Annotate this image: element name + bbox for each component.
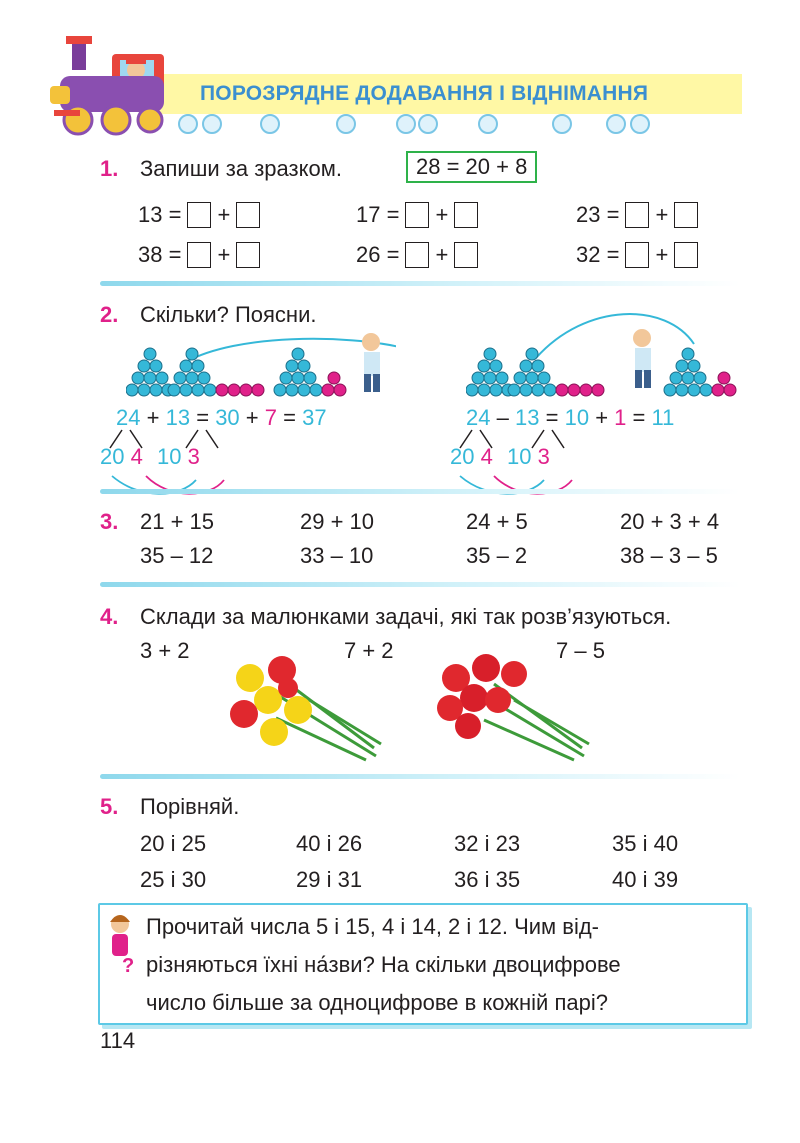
task-3-expr: 33 – 10 [300,543,374,568]
task-5-pair: 25 і 30 [140,867,207,892]
partial-result: 10 [564,405,590,430]
task-1-sample: 28 = 20 + 8 [406,151,537,183]
task-5-pair: 35 і 40 [612,831,679,856]
tip-text [146,908,726,1022]
operator: + [245,405,259,430]
task-1-item [356,242,478,268]
task-3-expr: 35 – 2 [466,543,528,568]
plus-sign: + [217,242,231,267]
divider [100,281,740,286]
task-3-expr: 20 + 3 + 4 [620,509,720,534]
wheels-decoration [176,112,656,136]
plus-sign: + [655,242,669,267]
part: 10 [506,444,532,469]
term: 13 [514,405,540,430]
task-1-expr: 32 = [576,242,620,267]
part: 20 [450,444,475,469]
task-1-instruction: Запиши за зразком. [140,156,342,181]
equals: = [545,405,559,430]
part: 3 [187,444,200,469]
task-3-expr: 38 – 3 – 5 [620,543,718,568]
answer-box[interactable] [625,202,649,228]
plus-sign: + [435,202,449,227]
equals: = [283,405,297,430]
answer-box[interactable] [236,242,260,268]
answer-box[interactable] [405,202,429,228]
page-title: ПОРОЗРЯДНЕ ДОДАВАННЯ І ВІДНІМАННЯ [200,82,649,105]
task-1-expr: 38 = [138,242,182,267]
task-3-expr: 24 + 5 [466,509,528,534]
task-1-item [138,242,260,268]
part: 4 [130,444,143,469]
partial-result: 1 [614,405,627,430]
girl-question-icon [104,912,140,976]
task-4-expr: 7 + 2 [344,638,394,663]
flowers-bouquet-yellow-red [226,648,386,764]
operator: + [595,405,609,430]
divider [100,582,740,587]
task-5-instruction: Порівняй. [140,794,240,819]
task-1-item [356,202,478,228]
task-3-expr: 29 + 10 [300,509,375,534]
answer-box[interactable] [625,242,649,268]
task-4-number: 4. [100,604,119,629]
flowers-bouquet-red [434,650,594,764]
answer-box[interactable] [454,202,478,228]
task-1-item [576,242,698,268]
task-3-number: 3. [100,509,119,534]
equals: = [632,405,646,430]
task-4-expr: 3 + 2 [140,638,190,663]
operator: – [496,405,509,430]
answer-box[interactable] [405,242,429,268]
task-4-instruction: Склади за малюнками задачі, які так розв’язуються. [140,604,672,629]
tip-line: Прочитай числа 5 і 15, 4 і 14, 2 і 12. Чим від- [146,914,600,939]
equals: = [196,405,210,430]
term: 24 [116,405,141,430]
answer-box[interactable] [187,202,211,228]
partial-result: 30 [215,405,240,430]
divider [100,489,740,494]
plus-sign: + [217,202,231,227]
counters-illustration-right [466,306,746,402]
task-5-pair: 40 і 26 [296,831,363,856]
task-1-expr: 26 = [356,242,400,267]
task-1-number: 1. [100,156,119,181]
task-1-expr: 17 = [356,202,400,227]
partial-result: 7 [264,405,278,430]
task-2-number: 2. [100,302,119,327]
decomposition-left [100,444,200,470]
task-4-expr: 7 – 5 [556,638,605,663]
task-5-pair: 32 і 23 [454,831,521,856]
answer-box[interactable] [674,202,698,228]
task-1-item [576,202,698,228]
part: 20 [100,444,125,469]
task-5-pair: 40 і 39 [612,867,679,892]
task-5-pair: 29 і 31 [296,867,363,892]
part: 4 [480,444,493,469]
answer-box[interactable] [187,242,211,268]
page-number: 114 [100,1028,136,1053]
operator: + [146,405,160,430]
task-5-pair: 20 і 25 [140,831,207,856]
part: 10 [156,444,182,469]
train-illustration [50,36,170,140]
result: 37 [302,405,327,430]
decomposition-right [450,444,550,470]
tip-line: різняються їхні на́зви? На скільки двоцифрове [146,952,621,977]
task-3-expr: 35 – 12 [140,543,214,568]
plus-sign: + [655,202,669,227]
answer-box[interactable] [236,202,260,228]
task-3-expr: 21 + 15 [140,509,215,534]
answer-box[interactable] [674,242,698,268]
term: 24 [466,405,491,430]
tip-line: число більше за одноцифрове в кожній парі? [146,990,608,1015]
term: 13 [165,405,191,430]
result: 11 [651,405,675,430]
task-1-expr: 13 = [138,202,182,227]
task-5-number: 5. [100,794,119,819]
counters-illustration-left [126,324,396,402]
plus-sign: + [435,242,449,267]
part: 3 [537,444,550,469]
task-1-item [138,202,260,228]
answer-box[interactable] [454,242,478,268]
task-1-expr: 23 = [576,202,620,227]
task-5-pair: 36 і 35 [454,867,521,892]
divider [100,774,740,779]
task-2-instruction: Скільки? Поясни. [140,302,317,327]
svg-text:?: ? [122,955,135,976]
